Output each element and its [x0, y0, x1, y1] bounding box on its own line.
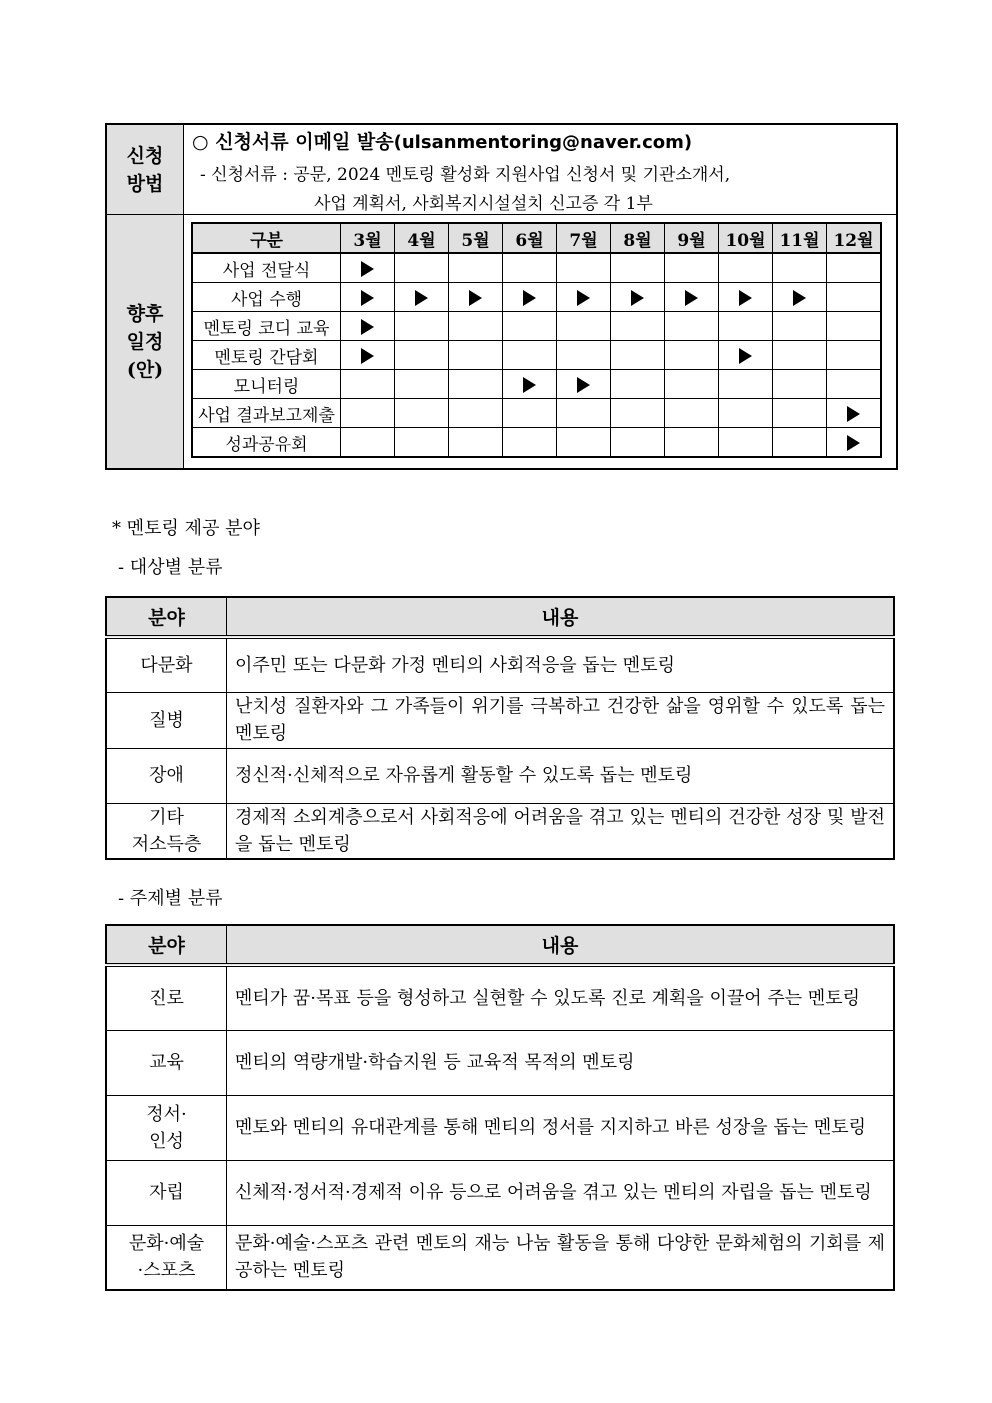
schedule-cell: [719, 283, 773, 312]
schedule-cell: [449, 428, 503, 458]
schedule-cell: [773, 399, 827, 428]
schedule-cell: [719, 370, 773, 399]
schedule-cell: [665, 428, 719, 458]
apply-method-cell: [184, 124, 898, 215]
triangle-right-icon: [361, 261, 374, 277]
schedule-row: [192, 370, 881, 399]
schedule-item-label: 모니터링: [192, 370, 341, 399]
column-header-content: 내용: [227, 925, 895, 965]
triangle-right-icon: [523, 290, 536, 306]
triangle-right-icon: [415, 290, 428, 306]
schedule-cell: [719, 312, 773, 341]
schedule-cell: [341, 399, 395, 428]
field-cell: 교육: [106, 1030, 227, 1095]
by-topic-table: [105, 924, 895, 1291]
table-row: [106, 748, 894, 803]
by-target-table: [105, 596, 895, 860]
triangle-right-icon: [361, 319, 374, 335]
schedule-row: [192, 253, 881, 283]
triangle-right-icon: [523, 377, 536, 393]
schedule-col-header: 구분: [192, 223, 341, 253]
table-row: [106, 1225, 894, 1290]
schedule-cell: [449, 253, 503, 283]
triangle-right-icon: [739, 348, 752, 364]
field-cell: 자립: [106, 1160, 227, 1225]
schedule-cell: [773, 253, 827, 283]
schedule-cell: [611, 283, 665, 312]
column-header-field: 분야: [106, 925, 227, 965]
schedule-cell: [449, 370, 503, 399]
circle-bullet-icon: ○: [192, 131, 209, 153]
schedule-cell: [773, 341, 827, 370]
schedule-cell: [827, 341, 882, 370]
schedule-cell: [395, 312, 449, 341]
schedule-cell: [827, 283, 882, 312]
field-cell: 질병: [106, 692, 227, 748]
content-cell: 멘티의 역량개발·학습지원 등 교육적 목적의 멘토링: [227, 1030, 895, 1095]
apply-title: 신청서류 이메일 발송: [215, 131, 394, 153]
schedule-cell: [503, 399, 557, 428]
schedule-cell: [557, 283, 611, 312]
triangle-right-icon: [847, 406, 860, 422]
schedule-cell: [827, 253, 882, 283]
table-row: [106, 803, 894, 859]
month-header: 10월: [719, 223, 773, 253]
schedule-cell: [773, 283, 827, 312]
schedule-cell: [719, 253, 773, 283]
schedule-cell: [827, 370, 882, 399]
content-cell: 멘토와 멘티의 유대관계를 통해 멘티의 정서를 지지하고 바른 성장을 돕는 멘토링: [227, 1095, 895, 1160]
table-row: [106, 637, 894, 692]
schedule-cell: [557, 312, 611, 341]
schedule-cell: [503, 283, 557, 312]
triangle-right-icon: [631, 290, 644, 306]
schedule-cell: [557, 399, 611, 428]
schedule-cell: [557, 428, 611, 458]
schedule-cell: [773, 312, 827, 341]
schedule-item-label: 사업 결과보고제출: [192, 399, 341, 428]
schedule-header-row: [192, 223, 881, 253]
triangle-right-icon: [577, 290, 590, 306]
schedule-cell: [449, 312, 503, 341]
schedule-cell: [719, 341, 773, 370]
month-header: 4월: [395, 223, 449, 253]
schedule-item-label: 성과공유회: [192, 428, 341, 458]
month-header: 12월: [827, 223, 882, 253]
content-cell: 난치성 질환자와 그 가족들이 위기를 극복하고 건강한 삶을 영위할 수 있도록 돕는 멘토링: [227, 692, 895, 748]
content-cell: 정신적·신체적으로 자유롭게 활동할 수 있도록 돕는 멘토링: [227, 748, 895, 803]
field-cell: 기타 저소득층: [106, 803, 227, 859]
triangle-right-icon: [361, 290, 374, 306]
month-header: 9월: [665, 223, 719, 253]
schedule-cell: [449, 341, 503, 370]
schedule-cell: [557, 370, 611, 399]
schedule-cell: [827, 399, 882, 428]
schedule-cell: [665, 253, 719, 283]
apply-email: (ulsanmentoring@naver.com): [393, 132, 693, 153]
schedule-cell: [503, 428, 557, 458]
schedule-row: [192, 312, 881, 341]
schedule-cell: [719, 399, 773, 428]
schedule-cell: [503, 253, 557, 283]
schedule-cell: [827, 312, 882, 341]
table-row: [106, 1030, 894, 1095]
schedule-cell: [719, 428, 773, 458]
field-cell: 장애: [106, 748, 227, 803]
content-cell: 신체적·정서적·경제적 이유 등으로 어려움을 겪고 있는 멘티의 자립을 돕는 멘토링: [227, 1160, 895, 1225]
content-cell: 경제적 소외계층으로서 사회적응에 어려움을 겪고 있는 멘티의 건강한 성장 및 발전을 돕는 멘토링: [227, 803, 895, 859]
schedule-cell: [503, 341, 557, 370]
schedule-cell: [341, 370, 395, 399]
schedule-cell: [449, 399, 503, 428]
triangle-right-icon: [685, 290, 698, 306]
apply-email-line: [192, 127, 896, 154]
schedule-cell: [341, 312, 395, 341]
schedule-cell: [557, 341, 611, 370]
schedule-cell: [503, 370, 557, 399]
month-header: 7월: [557, 223, 611, 253]
apply-docs-line-2: 사업 계획서, 사회복지시설설치 신고증 각 1부: [314, 194, 653, 214]
schedule-cell: [341, 428, 395, 458]
schedule-cell: [611, 253, 665, 283]
month-header: 11월: [773, 223, 827, 253]
field-cell: 다문화: [106, 637, 227, 692]
schedule-cell: [395, 283, 449, 312]
schedule-cell: [665, 283, 719, 312]
triangle-right-icon: [577, 377, 590, 393]
table-row: [106, 1095, 894, 1160]
triangle-right-icon: [847, 435, 860, 451]
schedule-item-label: 사업 전달식: [192, 253, 341, 283]
month-header: 5월: [449, 223, 503, 253]
table-row: [106, 692, 894, 748]
schedule-cell: [611, 341, 665, 370]
triangle-right-icon: [469, 290, 482, 306]
content-cell: 멘티가 꿈·목표 등을 형성하고 실현할 수 있도록 진로 계획을 이끌어 주는 멘토링: [227, 965, 895, 1030]
schedule-cell: [611, 312, 665, 341]
month-header: 6월: [503, 223, 557, 253]
section-title: * 멘토링 제공 분야: [112, 518, 260, 539]
field-cell: 정서· 인성: [106, 1095, 227, 1160]
schedule-cell: [395, 370, 449, 399]
schedule-cell: [557, 253, 611, 283]
triangle-right-icon: [793, 290, 806, 306]
schedule-cell: [665, 341, 719, 370]
content-cell: 이주민 또는 다문화 가정 멘티의 사회적응을 돕는 멘토링: [227, 637, 895, 692]
schedule-cell: [395, 253, 449, 283]
triangle-right-icon: [361, 348, 374, 364]
column-header-content: 내용: [227, 597, 895, 637]
by-topic-label: - 주제별 분류: [118, 888, 223, 909]
schedule-cell: [827, 428, 882, 458]
schedule-item-label: 멘토링 코디 교육: [192, 312, 341, 341]
table-row: [106, 965, 894, 1030]
apply-method-header: 신청 방법: [106, 124, 184, 215]
schedule-cell: [773, 428, 827, 458]
month-header: 8월: [611, 223, 665, 253]
schedule-row: [192, 283, 881, 312]
schedule-table: [191, 222, 882, 458]
schedule-cell: [611, 399, 665, 428]
schedule-cell: [773, 370, 827, 399]
table-row: [106, 1160, 894, 1225]
schedule-cell: [395, 341, 449, 370]
by-target-label: - 대상별 분류: [118, 557, 223, 578]
schedule-row: [192, 399, 881, 428]
schedule-cell: [665, 370, 719, 399]
schedule-cell: [395, 399, 449, 428]
triangle-right-icon: [739, 290, 752, 306]
schedule-cell: [341, 341, 395, 370]
schedule-cell: [611, 370, 665, 399]
schedule-header: 향후 일정 (안): [106, 215, 184, 470]
schedule-item-label: 멘토링 간담회: [192, 341, 341, 370]
month-header: 3월: [341, 223, 395, 253]
schedule-cell: [341, 283, 395, 312]
content-cell: 문화·예술·스포츠 관련 멘토의 재능 나눔 활동을 통해 다양한 문화체험의 기회를 제공하는 멘토링: [227, 1225, 895, 1290]
schedule-cell: [611, 428, 665, 458]
schedule-cell: [665, 399, 719, 428]
schedule-row: [192, 341, 881, 370]
schedule-cell: [503, 312, 557, 341]
apply-docs-line: - 신청서류 : 공문, 2024 멘토링 활성화 지원사업 신청서 및 기관소개서,: [200, 165, 731, 185]
schedule-cell: [449, 283, 503, 312]
field-cell: 문화·예술 ·스포츠: [106, 1225, 227, 1290]
column-header-field: 분야: [106, 597, 227, 637]
schedule-cell: [341, 253, 395, 283]
schedule-item-label: 사업 수행: [192, 283, 341, 312]
schedule-cell: [665, 312, 719, 341]
schedule-row: [192, 428, 881, 458]
schedule-cell: [395, 428, 449, 458]
field-cell: 진로: [106, 965, 227, 1030]
